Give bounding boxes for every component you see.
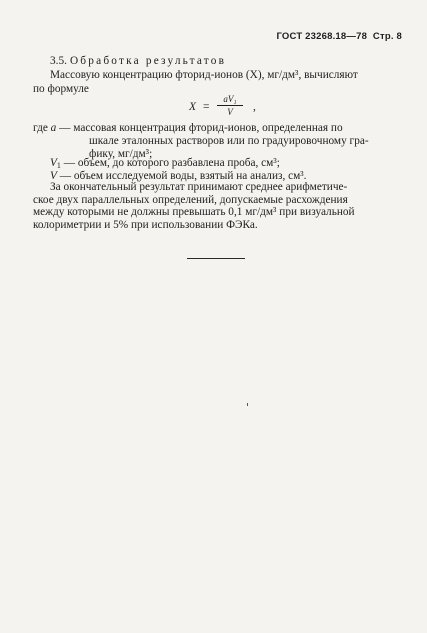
conclusion-line: колориметрии и 5% при использовании ФЭКа. (33, 219, 258, 231)
standard-code: ГОСТ 23268.18—78 (276, 31, 368, 42)
page-number: 8 (396, 31, 402, 42)
formula-lhs: X (189, 101, 197, 113)
where-a-line (33, 122, 343, 135)
where-a-continued: шкале эталонных растворов или по градуировочному гра- (89, 135, 369, 147)
page-label: Стр. (372, 31, 394, 42)
formula-comma: , (253, 101, 256, 113)
conclusion-line: За окончательный результат принимают среднее арифметиче- (50, 181, 348, 193)
formula-equals: = (203, 101, 210, 113)
where-intro: где (33, 122, 48, 134)
where-a-continued: фику, мг/дм³; (89, 148, 153, 160)
conclusion-line: между которыми не должны превышать 0,1 мг/дм³ при визуальной (33, 206, 355, 218)
section-number: 3.5. (50, 55, 67, 67)
conclusion-line: ское двух параллельных определений, допускаемые расхождения (33, 194, 348, 206)
definition-a: — массовая концентрация фторид-ионов, определенная по (56, 122, 343, 134)
paragraph-line: Массовую концентрацию фторид-ионов (X), мг/дм³, вычисляют (50, 69, 358, 81)
page-header (276, 31, 402, 42)
section-title: Обработка результатов (69, 55, 227, 67)
symbol-v1: V (50, 157, 57, 169)
symbol-a: a (50, 122, 57, 134)
formula-numerator: aV₁ (223, 94, 237, 104)
definition-v1: — объем, до которого разбавлена проба, см³; (60, 157, 280, 169)
section-heading (50, 55, 226, 68)
scan-speck (247, 403, 248, 406)
formula-denominator: V (227, 107, 233, 117)
fraction-bar (217, 105, 243, 106)
paragraph-line: по формуле (33, 83, 89, 95)
symbol-v: V (50, 170, 57, 182)
definition-v: — объем исследуемой воды, взятый на анализ, см³. (56, 170, 307, 182)
end-rule (187, 258, 245, 259)
symbol-v1-subscript: 1 (56, 161, 61, 170)
formula-fraction (217, 94, 243, 117)
